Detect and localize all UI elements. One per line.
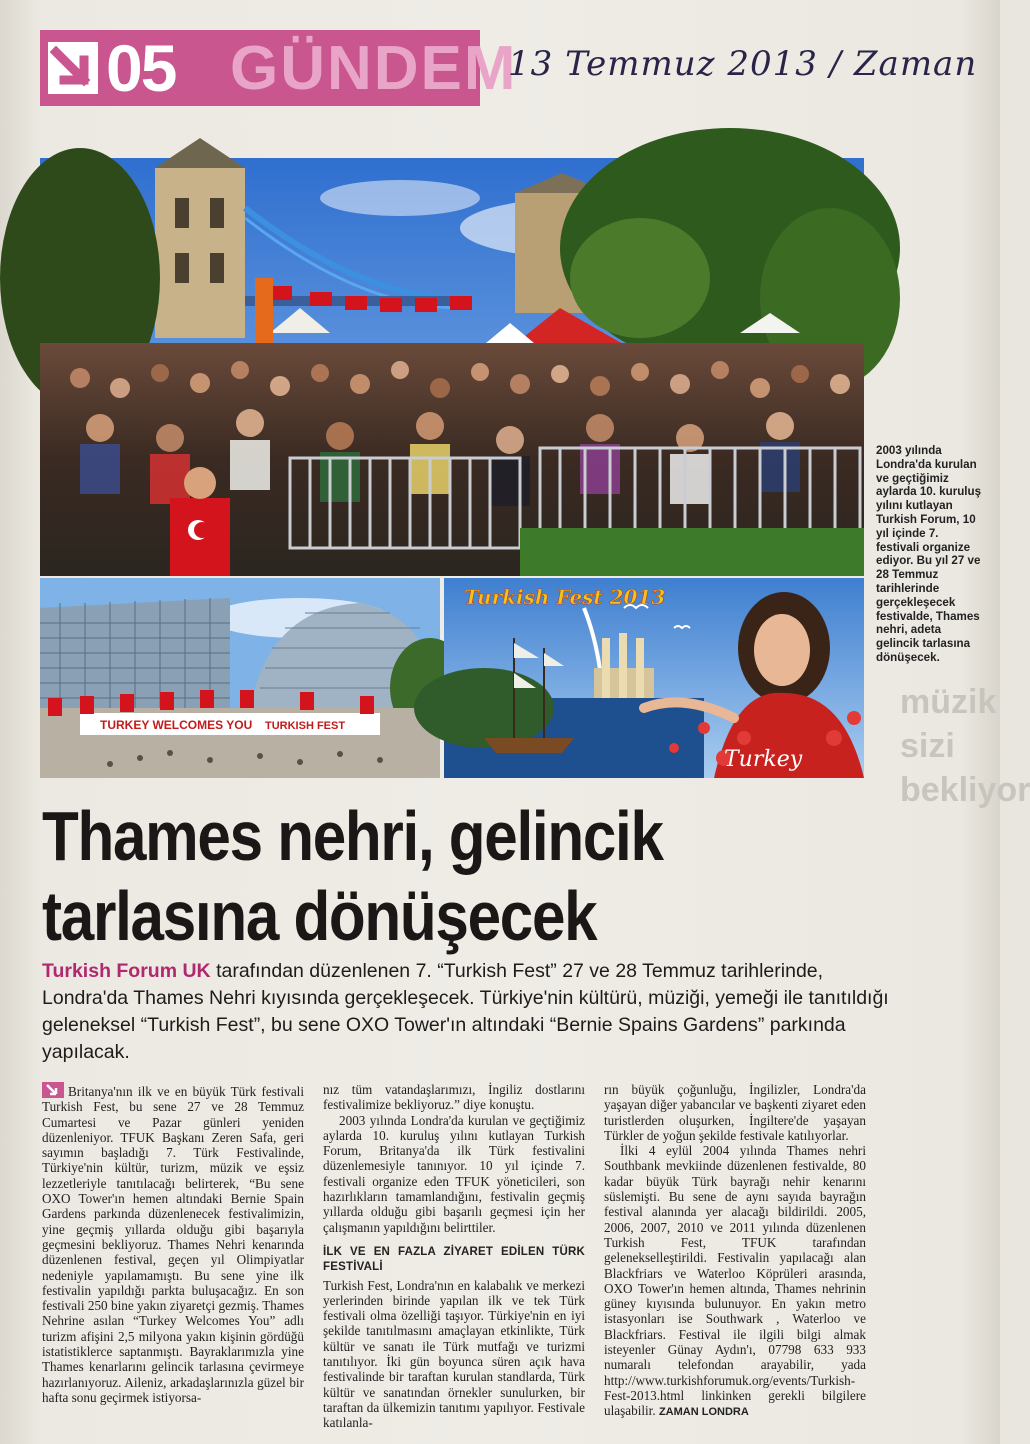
column-2 bbox=[323, 1082, 585, 1431]
column-2-subheading: İLK VE EN FAZLA ZİYARET EDİLEN TÜRK FESTİVALİ bbox=[323, 1245, 585, 1274]
column-1-paragraph: Britanya'nın ilk ve en büyük Türk festivali Turkish Fest, bu sene 27 ve 28 Temmuz Cumartesi ve Pazar günleri yeniden düzenleniyor. TFUK Başkanı Zeren Safa, geri sayımın başladığı 7. Türk Festivalinde, Türkiye'nin kültür, turizm, müzik ve eşsiz lezzetleriyle tanıtılacağı belirterek, “Bu sene OXO Tower'ın hemen altındaki Bernie Spain Gardens parkında düzenlenecek festivalimizin, yine geçmiş yıllarda olduğu gibi başarıyla geçmesini bekliyoruz. Thames Nehri kenarında düzenlenen festival, geçen yıl Olimpiyatlar nedeniyle yapılamamıştı. Bu sene yine ilk festivalin yapıldığı parkta buluşacağız. En son festivali 250 bine yakın ziyaretçi gezmiş. Thames Nehrine asılan “Turkey Welcomes You” adlı turizm afişini 2,5 milyona yakın kişinin gördüğü istatistiklerce saptanmıştı. Bayraklarımızla yine Thames kenarlarını gelincik tarlasına çevirmeye hazırlanıyoruz. Aileniz, arkadaşlarınızla güzel bir hafta sonu geçirmek istiyorsa- bbox=[42, 1084, 304, 1405]
headline-line-2: tarlasına dönüşecek bbox=[42, 877, 597, 955]
byline-signature: ZAMAN LONDRA bbox=[658, 1406, 749, 1419]
lead-paragraph bbox=[42, 958, 892, 1066]
column-1 bbox=[42, 1082, 304, 1405]
lead-organization: Turkish Forum UK bbox=[42, 960, 211, 982]
headline-line-1: Thames nehri, gelincik bbox=[42, 797, 663, 875]
headline bbox=[42, 796, 764, 956]
lead-text: tarafından düzenlenen 7. “Turkish Fest” 27 ve 28 Temmuz tarihlerinde, Londra'da Thames Nehri kıyısında gerçekleşecek. Türkiye'nin kültürü, müziği, yemeği ile tanıtıldığı geleneksel “Turkish Fest”, bu sene OXO Tower'ın altındaki “Bernie Spains Gardens” parkında yapılacak. bbox=[42, 960, 889, 1063]
poster-brand: Turkey bbox=[724, 747, 803, 772]
banner-text-2: TURKISH FEST bbox=[265, 720, 346, 732]
column-3-paragraph-2: İlki 4 eylül 2004 yılında Thames nehri Southbank mevkiinde düzenlenen festivalde, 80 kadar büyük Türk bayrağı nehir kenarını süslemişti. Bu sene de aynı sayıda bayrağın festival alanında yer alacağı bildirildi. 2005, 2006, 2007, 2010 ve 2011 yılında düzenlenen Turkish Fest, TFUK tarafından gelenekselleştirildi. Festivalin yapılacağı alan Blackfriars ve Waterloo Köprüleri arasında, OXO Tower'ın hemen altında, Thames nehrinin güney kıyısında bulunuyor. En yakın metro istasyonları ise Southwark , Waterloo ve Blackfriars. Festival ile ilgili bilgi almak isteyenler Günay Aydın'ı, 07798 633 933 numaralı telefondan arayabilir, yada http://www.turkishforumuk.org/events/Turkish-Fest-2013.html linkinken gerekli bilgilere ulaşabilir. ZAMAN LONDRA bbox=[604, 1143, 866, 1419]
banner-text: TURKEY WELCOMES YOU bbox=[100, 718, 253, 732]
page-number: 05 bbox=[106, 31, 176, 105]
photo-caption: 2003 yılında Londra'da kurulan ve geçtiğimiz aylarda 10. kuruluş yılını kutlayan Turkish Forum, 10 yıl içinde 7. festivali organize ediyor. Bu yıl 27 ve 28 Temmuz tarihlerinde gerçekleşecek festivalde, Thames nehri, adeta gelincik tarlasına dönüşecek. bbox=[876, 444, 982, 664]
column-2-paragraph-2: 2003 yılında Londra'da kurulan ve geçtiğimiz aylarda 10. kuruluş yılını kutlayan Turkish Forum, Britanya'da ilk Türk festivalini düzenlemesiyle tanınıyor. 10 yıl içinde 7. festivali organize eden TFUK yöneticileri, son hazırlıkların tamamlandığını, festivalin geçmiş yıllarda olduğu gibi başarılı geçmesi için her çalışmanın yapıldığını belirttiler. bbox=[323, 1112, 585, 1235]
arrow-down-right-icon bbox=[46, 38, 102, 98]
turkish-fest-poster bbox=[444, 578, 864, 778]
bleed-through-text: müzik sizi bekliyor bbox=[900, 683, 1030, 809]
column-3 bbox=[604, 1082, 866, 1421]
poster-title: Turkish Fest 2013 bbox=[464, 585, 666, 609]
article-body bbox=[42, 1082, 866, 1431]
section-title: GÜNDEM bbox=[230, 34, 518, 103]
section-header bbox=[40, 30, 518, 106]
column-2-paragraph-3: Turkish Fest, Londra'nın en kalabalık ve merkezi yerlerinden birinde yapılan ilk ve tek Türk festivali olma özelliği taşıyor. Türkiye'nin en iyi şekilde tanıtılmasını amaçlayan etkinlikte, Türk kültür ve sanatı ile Türk mutfağı ve turizmi tanıtılıyor. İki gün boyunca süren açık hava festivalinde bir taraftan kurulan standlarda, Türk kültür ve sanatından örnekler sunulurken, bir taraftan da ülkemizin tanıtımı yapılıyor. Festivale katılanla- bbox=[323, 1277, 585, 1431]
festival-crowd-photo bbox=[40, 158, 864, 576]
arrow-down-right-icon bbox=[42, 1082, 64, 1098]
handwritten-date-note: 13 Temmuz 2013 / Zaman bbox=[508, 44, 978, 84]
city-hall-riverside-photo bbox=[40, 578, 440, 778]
column-3-paragraph-1: rın büyük çoğunluğu, İngilizler, Londra'da yaşayan diğer yabancılar ve başkenti ziyaret eden turistlerden oluşurken, İngiltere'de yaşayan Türkler de yoğun şekilde festivale katılıyorlar. bbox=[604, 1082, 866, 1143]
column-2-paragraph-1: nız tüm vatandaşlarımızı, İngiliz dostlarını festivalimize bekliyoruz.” diye konuştu. bbox=[323, 1082, 585, 1113]
